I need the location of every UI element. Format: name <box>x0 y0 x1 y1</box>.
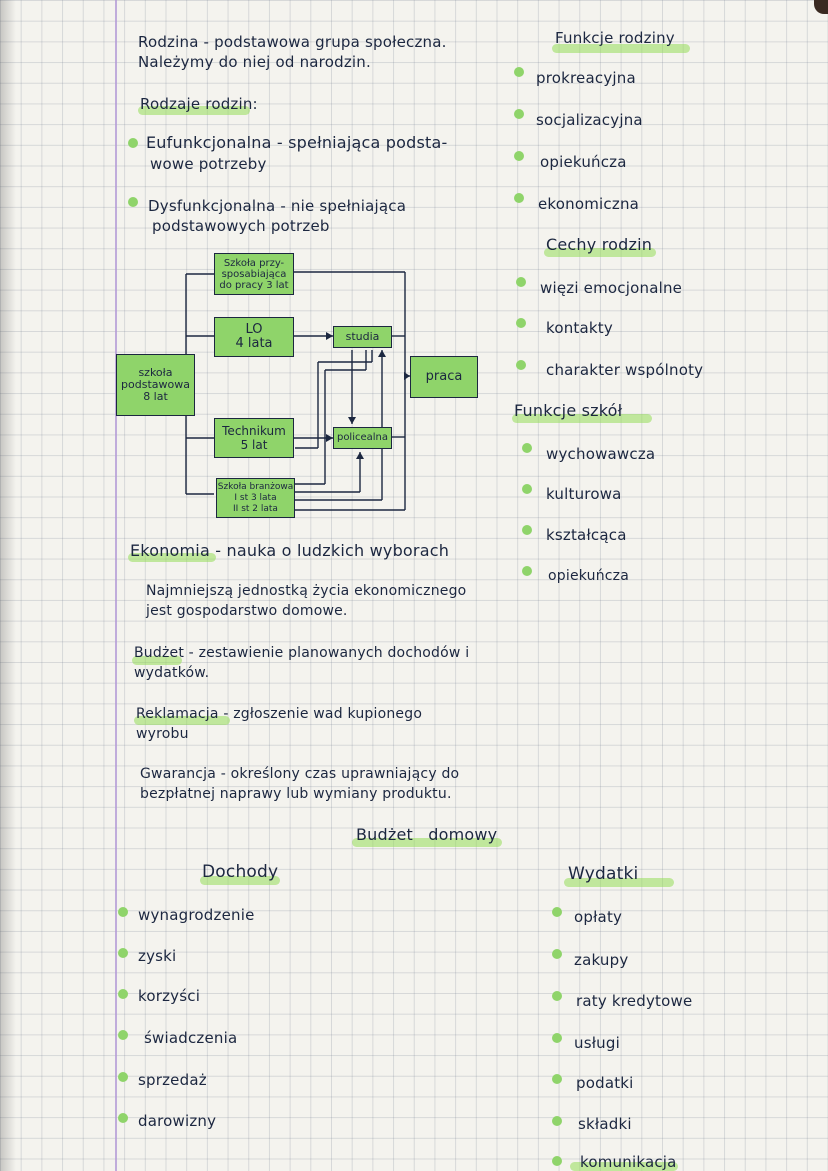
income-item: korzyści <box>138 987 201 1005</box>
complaint-line-1: Reklamacja - zgłoszenie wad kupionego <box>136 706 423 722</box>
bullet <box>522 443 532 453</box>
family-trait-item: kontakty <box>546 319 613 337</box>
income-item: wynagrodzenie <box>138 906 255 924</box>
vocational-school-box: Szkoła przy- sposabiająca do pracy 3 lat <box>214 253 294 295</box>
school-function-item: opiekuńcza <box>548 568 630 584</box>
guarantee-line-1: Gwarancja - określony czas uprawniający do <box>140 766 460 782</box>
bullet <box>522 484 532 494</box>
economics-heading: Ekonomia - nauka o ludzkich wyborach <box>130 541 450 560</box>
income-heading: Dochody <box>202 862 279 882</box>
intro-line-1: Rodzina - podstawowa grupa społeczna. <box>138 33 447 51</box>
expense-item: komunikacja <box>580 1153 677 1171</box>
economics-line-1: Najmniejszą jednostką życia ekonomicznego <box>146 583 467 599</box>
trade-school-box: Szkoła branżowa I st 3 lata II st 2 lata <box>216 478 295 518</box>
income-item: zyski <box>138 947 177 965</box>
bullet <box>552 991 562 1001</box>
bullet <box>514 109 524 119</box>
bullet <box>118 989 128 999</box>
family-function-item: socjalizacyjna <box>536 111 643 129</box>
income-item: darowizny <box>138 1112 217 1130</box>
expense-item: raty kredytowe <box>576 992 693 1010</box>
family-function-item: ekonomiczna <box>538 195 640 213</box>
bullet <box>552 1156 562 1166</box>
expense-item: usługi <box>574 1034 620 1052</box>
bullet <box>552 1116 562 1126</box>
budget-definition-line-1: Budżet - zestawienie planowanych dochodów i <box>134 645 470 661</box>
family-trait-item: więzi emocjonalne <box>540 279 683 297</box>
school-functions-heading: Funkcje szkół <box>514 401 623 420</box>
type2-line-1: Dysfunkcjonalna - nie spełniająca <box>148 197 407 215</box>
bullet <box>514 193 524 203</box>
bullet <box>118 1072 128 1082</box>
family-trait-item: charakter wspólnoty <box>546 361 704 379</box>
bullet <box>118 1030 128 1040</box>
school-function-item: kulturowa <box>546 485 622 503</box>
type2-line-2: podstawowych potrzeb <box>152 217 330 235</box>
household-budget-heading: Budżet domowy <box>356 825 498 844</box>
studies-box: studia <box>333 326 392 348</box>
family-functions-heading: Funkcje rodziny <box>555 29 675 47</box>
bullet <box>522 566 532 576</box>
bullet <box>516 318 526 328</box>
lo-box: LO 4 lata <box>214 317 294 357</box>
economics-line-2: jest gospodarstwo domowe. <box>146 603 348 619</box>
complaint-line-2: wyrobu <box>136 726 189 742</box>
bullet <box>552 907 562 917</box>
primary-school-box: szkoła podstawowa 8 lat <box>116 354 195 416</box>
postsecondary-box: policealna <box>333 427 392 449</box>
budget-definition-line-2: wydatków. <box>134 665 210 681</box>
expense-item: składki <box>578 1115 632 1133</box>
guarantee-line-2: bezpłatnej naprawy lub wymiany produktu. <box>140 786 452 802</box>
income-item: świadczenia <box>144 1029 238 1047</box>
bullet <box>552 1033 562 1043</box>
expense-item: zakupy <box>574 951 629 969</box>
family-types-heading: Rodzaje rodzin: <box>140 95 258 113</box>
expense-item: podatki <box>576 1074 634 1092</box>
family-traits-heading: Cechy rodzin <box>546 235 653 254</box>
bullet <box>552 949 562 959</box>
bullet <box>514 67 524 77</box>
bullet <box>118 948 128 958</box>
bullet <box>516 277 526 287</box>
income-item: sprzedaż <box>138 1071 207 1089</box>
family-function-item: prokreacyjna <box>536 69 636 87</box>
bullet <box>552 1074 562 1084</box>
type1-line-1: Eufunkcjonalna - spełniająca podsta- <box>146 133 448 152</box>
bullet <box>522 525 532 535</box>
bullet <box>516 360 526 370</box>
expense-item: opłaty <box>574 908 623 926</box>
family-function-item: opiekuńcza <box>540 153 627 171</box>
work-box: praca <box>410 356 478 398</box>
type1-line-2: wowe potrzeby <box>150 155 267 173</box>
expenses-heading: Wydatki <box>568 864 639 884</box>
intro-line-2: Należymy do niej od narodzin. <box>138 53 371 71</box>
technikum-box: Technikum 5 lat <box>214 418 294 458</box>
bullet <box>514 151 524 161</box>
bullet <box>118 1113 128 1123</box>
bullet <box>118 907 128 917</box>
school-function-item: kształcąca <box>546 526 627 544</box>
school-function-item: wychowawcza <box>546 445 656 463</box>
